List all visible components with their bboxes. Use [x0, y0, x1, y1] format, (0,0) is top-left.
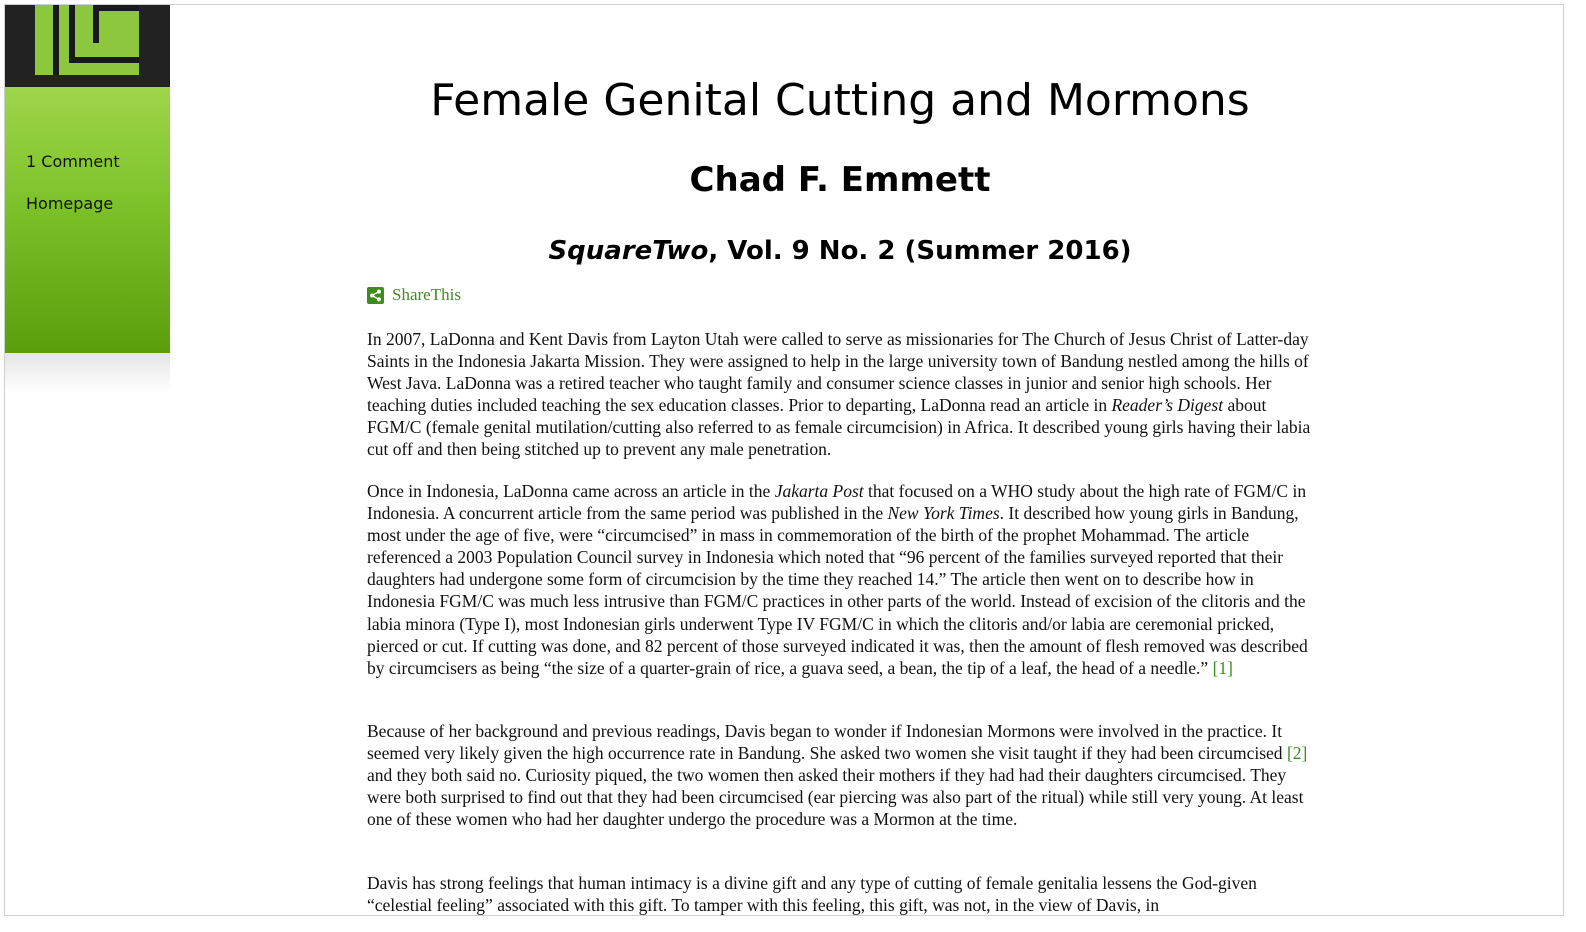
text-run: that focused on a WHO study about the high rate of FGM/C in Indonesia. A concurrent article from the same period was published in the: [367, 481, 1307, 524]
comments-link[interactable]: 1 Comment: [26, 152, 120, 171]
paragraph: [367, 720, 1313, 830]
text-run: Davis has strong feelings that human intimacy is a divine gift and any type of cutting of female genitalia lessens the God-given “celestial feeling” associated with this gift. To tamper with this feeling, this gift, was not, in the view of Davis, in: [367, 873, 1257, 916]
paragraph: [367, 480, 1313, 679]
paragraph: [367, 328, 1313, 461]
text-run: and they both said no. Curiosity piqued, the two women then asked their mothers if they had had their daughters circumcised. They were both surprised to find out that they had been circumcised (ear piercing was also part of the ritual) while still very young. At least one of these women who had her daughter undergo the procedure was a Mormon at the time.: [367, 765, 1304, 830]
site-logo[interactable]: [5, 5, 170, 87]
text-run: In 2007, LaDonna and Kent Davis from Layton Utah were called to serve as missionaries for The Church of Jesus Christ of Latter-day Saints in the Indonesia Jakarta Mission. They were assigned to help in the large university town of Bandung nestled among the hills of West Java. LaDonna was a retired teacher who taught family and consumer science classes in junior and senior high schools. Her teaching duties included teaching the sex education classes. Prior to departing, LaDonna read an article in: [367, 329, 1309, 416]
paragraph: [367, 872, 1313, 916]
journal-citation: [367, 233, 1313, 269]
text-run: about FGM/C (female genital mutilation/cutting also referred to as female circumcision) in Africa. It described young girls having their labia cut off and then being stitched up to prevent any male penetration.: [367, 395, 1311, 460]
article-author: Chad F. Emmett: [689, 160, 991, 200]
homepage-link[interactable]: Homepage: [26, 194, 114, 213]
sidebar-shadow: [5, 353, 170, 393]
text-run: Once in Indonesia, LaDonna came across an article in the: [367, 481, 775, 501]
publication-name: New York Times: [887, 503, 1000, 524]
sidebar-panel: [5, 87, 170, 353]
footnote-link[interactable]: [1]: [1212, 657, 1233, 678]
logo-mark: [35, 5, 139, 75]
sidebar: [5, 5, 170, 353]
footnote-link[interactable]: [2]: [1286, 743, 1308, 764]
publication-name: Reader’s Digest: [1111, 395, 1224, 416]
journal-issue: , Vol. 9 No. 2 (Summer 2016): [708, 236, 1132, 266]
share-button[interactable]: [367, 285, 461, 305]
page-frame: [4, 4, 1564, 916]
article-title: Female Genital Cutting and Mormons: [430, 75, 1250, 126]
share-icon: [367, 287, 384, 304]
text-run: . It described how young girls in Bandung, most under the age of five, were “circumcised” in mass in commemoration of the birth of the prophet Mohammad. The article referenced a 2003 Population Council survey in Indonesia which noted that “96 percent of the families surveyed reported that their daughters had undergone some form of circumcision by the time they reached 14.” The article then went on to describe how in Indonesia FGM/C was much less intrusive than FGM/C practices in other parts of the world. Instead of excision of the clitoris and the labia minora (Type I), most Indonesian girls underwent Type IV FGM/C in which the clitoris and/or labia are ceremonial pricked, pierced or cut. If cutting was done, and 82 percent of those surveyed indicated it was, then the amount of flesh removed was described by circumcisers as being “the size of a quarter-grain of rice, a guava seed, a bean, the tip of a leaf, the head of a needle.”: [367, 503, 1308, 678]
publication-name: Jakarta Post: [774, 481, 864, 501]
journal-name: SquareTwo: [548, 236, 709, 266]
share-label: ShareThis: [392, 285, 461, 304]
text-run: Because of her background and previous readings, Davis began to wonder if Indonesian Mormons were involved in the practice. It seemed very likely given the high occurrence rate in Bandung. She asked two women she visit taught if they had been circumcised: [367, 721, 1287, 764]
